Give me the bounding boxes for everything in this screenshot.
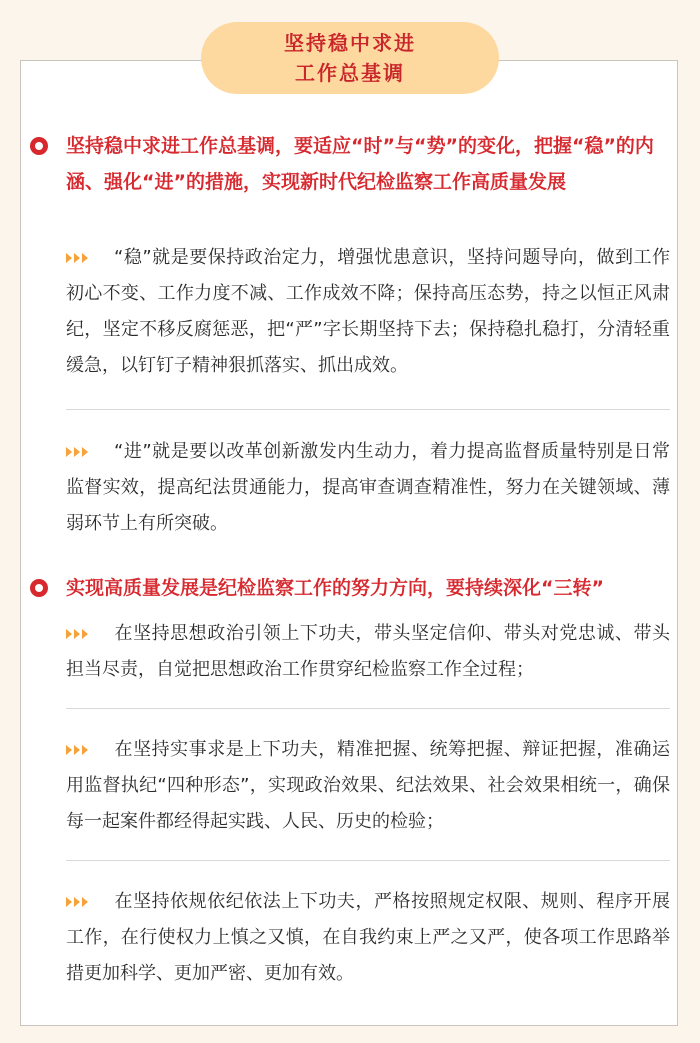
section-heading-1 bbox=[30, 128, 670, 200]
paragraph-text: 在坚持依规依纪依法上下功夫，严格按照规定权限、规则、程序开展工作，在行使权力上慎之又慎，在自我约束上严之又严，使各项工作思路举措更加科学、更加严密、更加有效。 bbox=[66, 891, 670, 984]
section-heading-2 bbox=[30, 570, 670, 606]
paragraph bbox=[66, 434, 670, 542]
triple-arrow-icon bbox=[66, 627, 110, 641]
triple-arrow-icon bbox=[66, 743, 110, 757]
section-heading-text: 坚持稳中求进工作总基调，要适应“时”与“势”的变化，把握“稳”的内涵、强化“进”的措施，实现新时代纪检监察工作高质量发展 bbox=[66, 135, 654, 193]
triple-arrow-icon bbox=[66, 445, 110, 459]
ring-bullet-icon bbox=[30, 137, 48, 155]
paragraph-text: 在坚持思想政治引领上下功夫，带头坚定信仰、带头对党忠诚、带头担当尽责，自觉把思想政治工作贯穿纪检监察工作全过程； bbox=[66, 623, 670, 680]
title-line-2: 工作总基调 bbox=[295, 61, 405, 85]
divider bbox=[66, 860, 670, 861]
paragraph bbox=[66, 616, 670, 688]
title-line-1: 坚持稳中求进 bbox=[284, 31, 416, 55]
title-badge bbox=[201, 22, 499, 94]
divider bbox=[66, 708, 670, 709]
paragraph-text: “进”就是要以改革创新激发内生动力，着力提高监督质量特别是日常监督实效，提高纪法贯通能力，提高审查调查精准性，努力在关键领域、薄弱环节上有所突破。 bbox=[66, 441, 670, 534]
paragraph-text: “稳”就是要保持政治定力，增强忧患意识，坚持问题导向，做到工作初心不变、工作力度不减、工作成效不降；保持高压态势，持之以恒正风肃纪，坚定不移反腐惩恶，把“严”字长期坚持下去；保持稳扎稳打，分清轻重缓急，以钉钉子精神狠抓落实、抓出成效。 bbox=[66, 247, 670, 376]
paragraph bbox=[66, 732, 670, 840]
content-card bbox=[20, 60, 678, 1026]
paragraph bbox=[66, 240, 670, 384]
paragraph-text: 在坚持实事求是上下功夫，精准把握、统筹把握、辩证把握，准确运用监督执纪“四种形态”，实现政治效果、纪法效果、社会效果相统一，确保每一起案件都经得起实践、人民、历史的检验； bbox=[66, 739, 670, 832]
triple-arrow-icon bbox=[66, 251, 110, 265]
ring-bullet-icon bbox=[30, 579, 48, 597]
paragraph bbox=[66, 884, 670, 992]
triple-arrow-icon bbox=[66, 895, 110, 909]
divider bbox=[66, 409, 670, 410]
section-heading-text: 实现高质量发展是纪检监察工作的努力方向，要持续深化“三转” bbox=[66, 577, 604, 599]
